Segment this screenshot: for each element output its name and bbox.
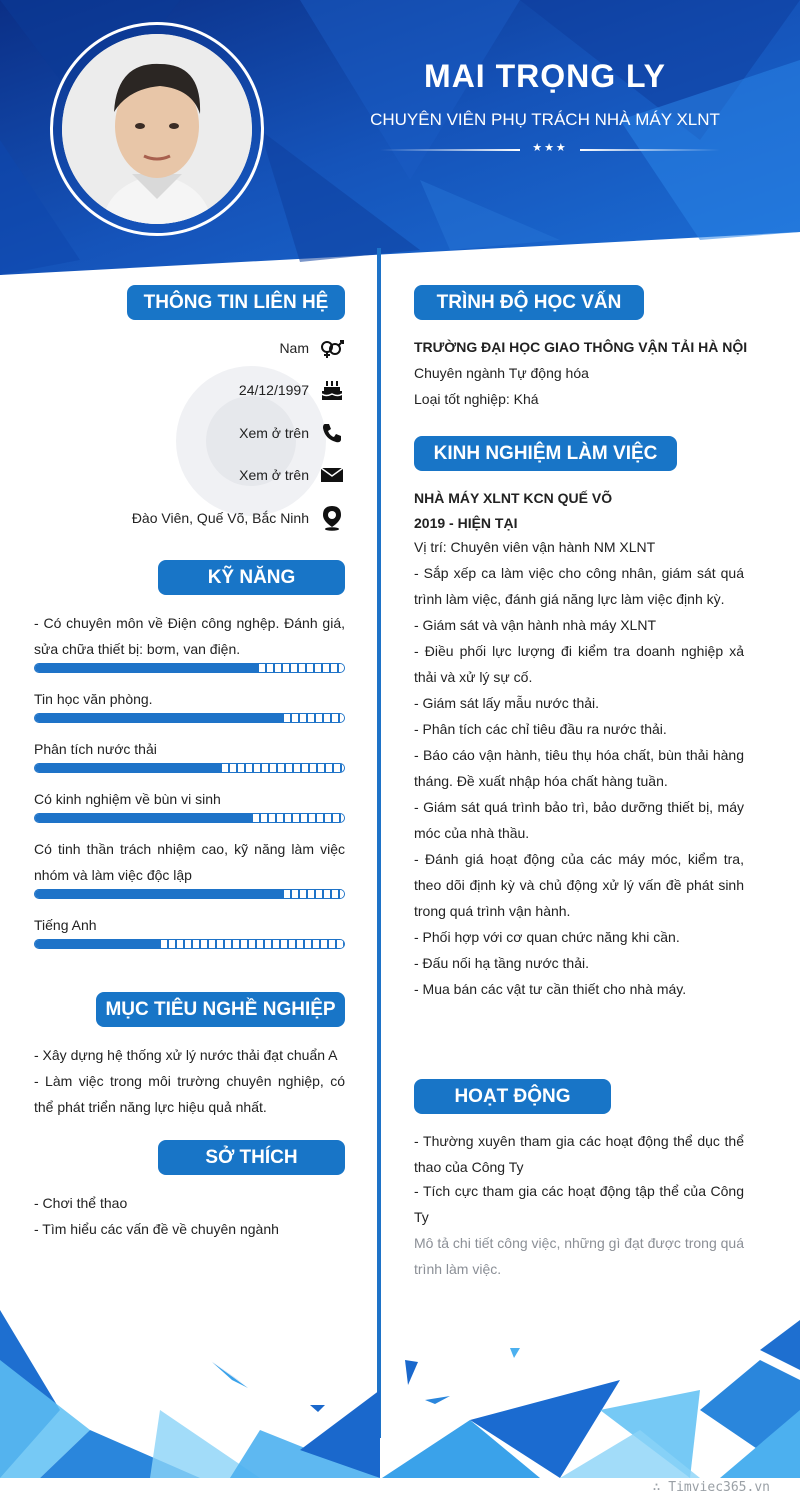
objective-section-title: MỤC TIÊU NGHỀ NGHIỆP	[96, 992, 345, 1027]
skill-bar-5	[34, 939, 345, 949]
duty-10: - Mua bán các vật tư cần thiết cho nhà máy.	[414, 981, 687, 997]
experience-period: 2019 - HIỆN TẠI	[414, 515, 518, 531]
skills-section-title: KỸ NĂNG	[158, 560, 345, 595]
education-section-title: TRÌNH ĐỘ HỌC VẤN	[414, 285, 644, 320]
contact-gender	[279, 335, 345, 361]
email-icon	[319, 462, 345, 488]
education-major: Chuyên ngành Tự động hóa	[414, 365, 589, 381]
duty-3: - Giám sát lấy mẫu nước thải.	[414, 695, 600, 711]
phone-icon	[319, 420, 345, 446]
activity-placeholder: Mô tả chi tiết công việc, những gì đạt được trong quá trình làm việc.	[414, 1235, 744, 1277]
duty-8: - Phối hợp với cơ quan chức năng khi cần.	[414, 929, 680, 945]
skill-bar-3	[34, 813, 345, 823]
duty-0: - Sắp xếp ca làm việc cho công nhân, giám sát quá trình làm việc, đánh giá năng lực làm việc định kỳ.	[414, 565, 744, 607]
hobby-line-0: - Chơi thể thao	[34, 1195, 128, 1211]
skill-item-0: - Có chuyên môn về Điện công nghệp. Đánh giá, sửa chữa thiết bị: bơm, van điện.	[34, 615, 345, 657]
objective-line-0: - Xây dựng hệ thống xử lý nước thải đạt chuẩn A	[34, 1047, 338, 1063]
activities-section-title: HOẠT ĐỘNG	[414, 1079, 611, 1114]
objective-line-1: - Làm việc trong môi trường chuyên nghiệp, có thể phát triển năng lực hiệu quả nhất.	[34, 1073, 345, 1115]
skill-item-4: Có tinh thần trách nhiệm cao, kỹ năng làm việc nhóm và làm việc độc lập	[34, 841, 345, 883]
duty-1: - Giám sát và vận hành nhà máy XLNT	[414, 617, 656, 633]
activity-line-1: - Tích cực tham gia các hoạt động tập thể của Công Ty	[414, 1183, 744, 1225]
contact-birthday	[239, 377, 345, 403]
duty-4: - Phân tích các chỉ tiêu đầu ra nước thải.	[414, 721, 667, 737]
job-title: CHUYÊN VIÊN PHỤ TRÁCH NHÀ MÁY XLNT	[370, 110, 720, 129]
hobby-line-1: - Tìm hiểu các vấn đề về chuyên ngành	[34, 1221, 279, 1237]
stars-decoration: ★★★	[532, 142, 568, 154]
contact-phone	[239, 420, 345, 446]
birthday-value: 24/12/1997	[238, 382, 309, 398]
contact-section-title: THÔNG TIN LIÊN HỆ	[127, 285, 345, 320]
skill-bar-0	[34, 663, 345, 673]
skill-item-3: Có kinh nghiệm về bùn vi sinh	[34, 791, 221, 807]
birthday-cake-icon	[319, 377, 345, 403]
gender-icon	[319, 335, 345, 361]
skill-item-5: Tiếng Anh	[34, 917, 97, 933]
experience-section-title: KINH NGHIỆM LÀM VIỆC	[414, 436, 677, 471]
duty-6: - Giám sát quá trình bảo trì, bảo dưỡng thiết bị, máy móc của nhà thầu.	[414, 799, 744, 841]
education-grade: Loại tốt nghiệp: Khá	[414, 391, 539, 407]
skill-bar-1	[34, 713, 345, 723]
candidate-name: MAI TRỌNG LY	[424, 58, 666, 94]
phone-value: Xem ở trên	[239, 425, 309, 441]
title-divider	[380, 142, 720, 154]
skill-bar-2	[34, 763, 345, 773]
experience-company: NHÀ MÁY XLNT KCN QUẾ VÕ	[414, 490, 613, 506]
duty-2: - Điều phối lực lượng đi kiểm tra doanh nghiệp xả thải và xử lý sự cố.	[414, 643, 744, 685]
column-divider	[377, 248, 381, 1438]
email-value: Xem ở trên	[239, 467, 309, 483]
brand-watermark: ∴ Timviec365.vn	[652, 1480, 770, 1495]
hobbies-section-title: SỞ THÍCH	[158, 1140, 345, 1175]
skill-item-1: Tin học văn phòng.	[34, 691, 153, 707]
header-banner	[0, 0, 800, 290]
avatar	[62, 34, 252, 224]
duty-5: - Báo cáo vận hành, tiêu thụ hóa chất, bùn thải hàng tháng. Đề xuất nhập hóa chất hàng tuần.	[414, 747, 744, 789]
location-pin-icon	[319, 505, 345, 531]
contact-address	[132, 505, 345, 531]
skill-item-2: Phân tích nước thải	[34, 741, 157, 757]
activity-line-0: - Thường xuyên tham gia các hoạt động thể dục thể thao của Công Ty	[414, 1133, 744, 1175]
skill-bar-4	[34, 889, 345, 899]
experience-position: Vị trí: Chuyên viên vận hành NM XLNT	[414, 539, 656, 555]
footer-decoration	[0, 1300, 800, 1480]
duty-7: - Đánh giá hoạt động của các máy móc, kiểm tra, theo dõi định kỳ và chủ động xử lý vấn đề phát sinh trong quá trình vận hành.	[414, 851, 744, 919]
duty-9: - Đấu nối hạ tầng nước thải.	[414, 955, 589, 971]
education-school: TRƯỜNG ĐẠI HỌC GIAO THÔNG VẬN TẢI HÀ NỘI	[414, 339, 748, 355]
gender-value: Nam	[279, 340, 309, 356]
address-value: Đào Viên, Quế Võ, Bắc Ninh	[131, 510, 309, 526]
contact-email	[239, 462, 345, 488]
